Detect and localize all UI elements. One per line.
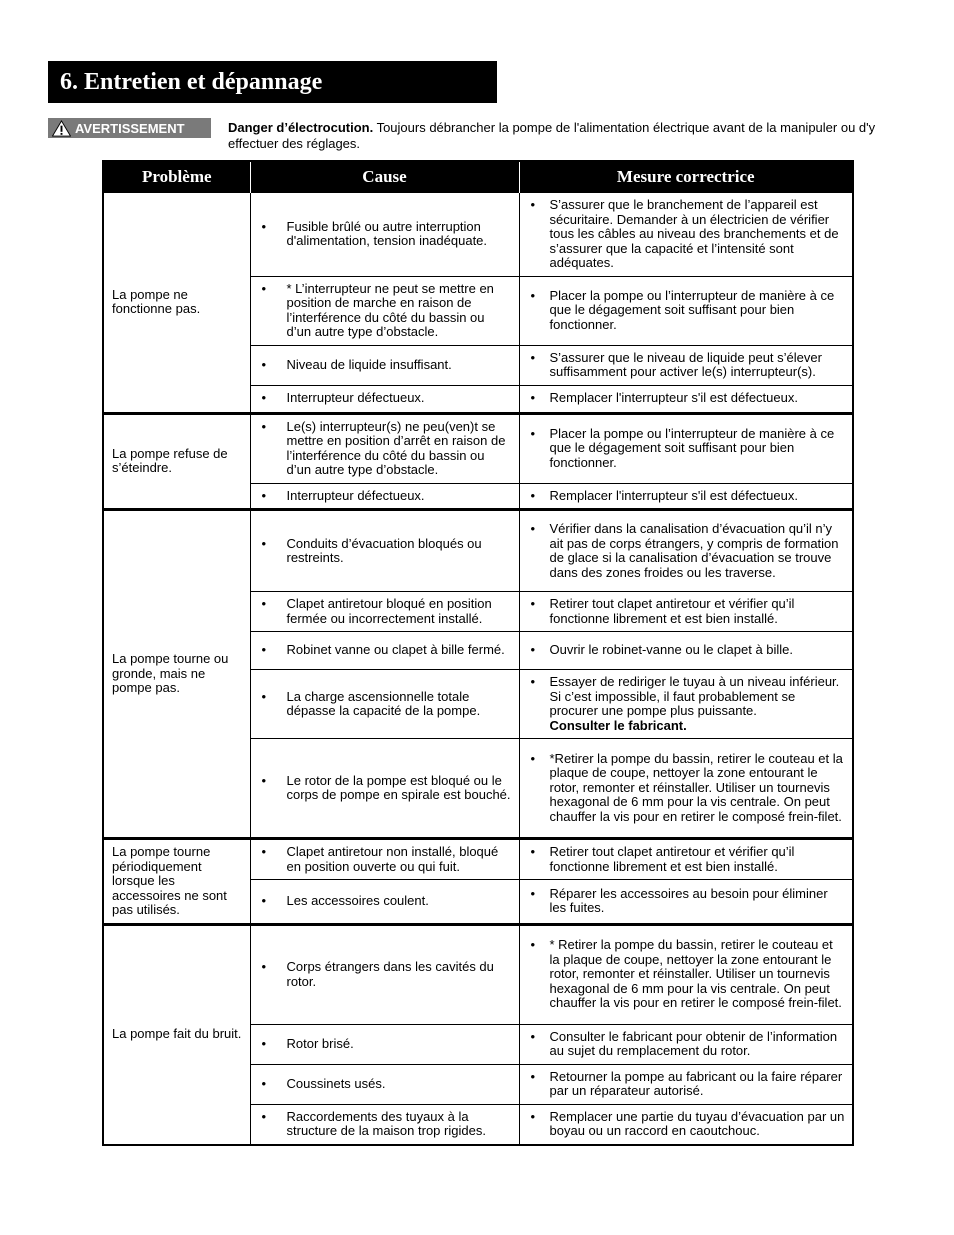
- cause-text: Interrupteur défectueux.: [286, 390, 425, 406]
- remedy-text: S’assurer que le branchement de l’appareil est sécuritaire. Demander à un électricien de vérifier tous les câbles au niveau des branchements et de s’assurer que la capacité et l’intensité sont adéquates.: [549, 197, 839, 270]
- cause-cell: [250, 510, 519, 592]
- remedy-text: Retirer tout clapet antiretour et vérifier qu’il fonctionne librement et est bien installé.: [549, 596, 795, 626]
- remedy-strong-text: Consulter le fabricant.: [549, 717, 687, 733]
- remedy-text: Vérifier dans la canalisation d’évacuation qu’il n’y ait pas de corps étrangers, y compris de formation de glace si la canalisation d’évacuation se trouve dans des zones froides ou les traverse.: [549, 521, 839, 580]
- cause-text: Clapet antiretour non installé, bloqué en position ouverte ou qui fuit.: [286, 844, 499, 874]
- bullet-icon: •: [530, 1108, 536, 1124]
- cause-item: [259, 774, 513, 803]
- remedy-text: Remplacer l'interrupteur s'il est défectueux.: [549, 487, 798, 503]
- problem-group: [103, 193, 853, 414]
- bullet-icon: •: [530, 885, 536, 901]
- cause-text: Interrupteur défectueux.: [286, 487, 425, 503]
- cause-cell: [250, 276, 519, 345]
- remedy-text: * Retirer la pompe du bassin, retirer le couteau et la plaque de coupe, nettoyer la zone entourant le rotor, remonter et réinstaller. Utiliser un tournevis hexagonal de 6 mm pour la vis centrale. On peut chauffer la vis pour en retirer le composé frein-filet.: [549, 937, 842, 1011]
- remedy-item: [528, 643, 847, 658]
- remedy-text: Retirer tout clapet antiretour et vérifier qu’il fonctionne librement et est bien installé.: [549, 844, 795, 874]
- bullet-icon: •: [261, 688, 267, 704]
- table-row: [103, 924, 853, 1024]
- cause-cell: [250, 739, 519, 839]
- bullet-icon: •: [530, 390, 536, 406]
- cause-item: [259, 690, 513, 719]
- cause-cell: [250, 413, 519, 483]
- cause-text: La charge ascensionnelle totale dépasse la capacité de la pompe.: [286, 688, 481, 718]
- bullet-icon: •: [530, 642, 536, 658]
- remedy-cell: [519, 739, 853, 839]
- remedy-text-wrap: [550, 351, 847, 380]
- cause-item: [259, 894, 513, 909]
- remedy-text: Placer la pompe ou l’interrupteur de manière à ce que le dégagement soit suffisant pour bien fonctionner.: [549, 425, 835, 470]
- remedy-cell: [519, 1064, 853, 1104]
- cause-text: Coussinets usés.: [286, 1075, 386, 1091]
- cause-item: [259, 420, 513, 478]
- cause-cell: [250, 1104, 519, 1145]
- bullet-icon: •: [261, 1108, 267, 1124]
- problem-group: [103, 924, 853, 1145]
- remedy-text: Consulter le fabricant pour obtenir de l’information au sujet du remplacement du rotor.: [549, 1028, 838, 1058]
- cause-item: [259, 1077, 513, 1092]
- problem-cell: La pompe tourne ou gronde, mais ne pompe pas.: [103, 510, 250, 839]
- remedy-text: Réparer les accessoires au besoin pour éliminer les fuites.: [549, 885, 828, 916]
- remedy-cell: [519, 193, 853, 277]
- cause-cell: [250, 839, 519, 880]
- cause-item: [259, 960, 513, 989]
- bullet-icon: •: [261, 280, 267, 296]
- bullet-icon: •: [530, 521, 536, 536]
- cause-item: [259, 489, 513, 504]
- bullet-icon: •: [530, 197, 536, 212]
- table-row: [103, 510, 853, 592]
- remedy-text-wrap: [550, 752, 847, 825]
- remedy-text-wrap: [550, 887, 847, 916]
- remedy-item: [528, 845, 847, 874]
- cause-item: [259, 391, 513, 406]
- remedy-item: [528, 391, 847, 406]
- cause-text: Le(s) interrupteur(s) ne peu(ven)t se mettre en position d’arrêt en raison de l’interférence du côté du bassin ou d’un autre type d’obstacle.: [286, 418, 506, 477]
- warning-text: [228, 120, 908, 152]
- header-cause: Cause: [250, 161, 519, 193]
- cause-text: Corps étrangers dans les cavités du rotor.: [286, 959, 494, 989]
- bullet-icon: •: [530, 750, 536, 766]
- bullet-icon: •: [530, 596, 536, 611]
- warning-triangle-icon: [52, 120, 71, 137]
- cause-text: Raccordements des tuyaux à la structure de la maison trop rigides.: [286, 1108, 486, 1138]
- remedy-item: [528, 427, 847, 471]
- cause-text: * L’interrupteur ne peut se mettre en position de marche en raison de l’interférence du côté du bassin ou d’un autre type d’obstacle.: [286, 280, 494, 339]
- bullet-icon: •: [261, 959, 267, 974]
- bullet-icon: •: [530, 1068, 536, 1084]
- cause-item: [259, 597, 513, 626]
- remedy-cell: [519, 483, 853, 510]
- cause-cell: [250, 193, 519, 277]
- bullet-icon: •: [261, 844, 267, 860]
- remedy-item: [528, 675, 847, 733]
- table-row: [103, 839, 853, 880]
- warning-badge: [48, 118, 211, 138]
- warning-badge-label: AVERTISSEMENT: [75, 120, 185, 136]
- cause-text: Le rotor de la pompe est bloqué ou le corps de pompe en spirale est bouché.: [286, 772, 511, 802]
- problem-cell: La pompe ne fonctionne pas.: [103, 193, 250, 414]
- cause-item: [259, 845, 513, 874]
- remedy-cell: [519, 924, 853, 1024]
- remedy-text-wrap: [550, 427, 847, 471]
- cause-text: Niveau de liquide insuffisant.: [286, 356, 452, 372]
- remedy-text: Essayer de rediriger le tuyau à un niveau inférieur. Si c’est impossible, il faut probablement se procurer une pompe plus puissante.: [549, 674, 840, 718]
- remedy-text: *Retirer la pompe du bassin, retirer le couteau et la plaque de coupe, nettoyer la zone entourant le rotor, remonter et réinstaller. Utiliser un tournevis hexagonal de 6 mm pour la vis centrale. On peut chauffer la vis pour en retirer le composé frein-filet.: [549, 750, 843, 824]
- remedy-text-wrap: [550, 391, 847, 406]
- remedy-item: [528, 1070, 847, 1099]
- cause-item: [259, 358, 513, 373]
- section-title: 6. Entretien et dépannage: [48, 61, 497, 103]
- bullet-icon: •: [530, 425, 536, 441]
- remedy-text-wrap: [550, 198, 847, 271]
- remedy-item: [528, 351, 847, 380]
- remedy-text-wrap: [550, 489, 847, 504]
- cause-cell: [250, 592, 519, 632]
- remedy-text-wrap: [550, 597, 847, 626]
- remedy-text-wrap: [550, 643, 847, 658]
- bullet-icon: •: [261, 535, 267, 551]
- bullet-icon: •: [261, 1075, 267, 1091]
- remedy-text: Placer la pompe ou l’interrupteur de manière à ce que le dégagement soit suffisant pour bien fonctionner.: [549, 287, 835, 332]
- cause-cell: [250, 1064, 519, 1104]
- bullet-icon: •: [261, 356, 267, 372]
- remedy-item: [528, 489, 847, 504]
- remedy-cell: [519, 880, 853, 924]
- bullet-icon: •: [261, 642, 267, 658]
- remedy-text-wrap: [550, 289, 847, 333]
- remedy-item: [528, 752, 847, 825]
- cause-text: Conduits d’évacuation bloqués ou restreints.: [286, 535, 482, 565]
- bullet-icon: •: [530, 287, 536, 303]
- cause-item: [259, 537, 513, 566]
- cause-item: [259, 282, 513, 340]
- remedy-cell: [519, 276, 853, 345]
- problem-group: [103, 413, 853, 510]
- remedy-item: [528, 1110, 847, 1139]
- problem-group: [103, 839, 853, 925]
- remedy-item: [528, 938, 847, 1011]
- cause-cell: [250, 924, 519, 1024]
- problem-cell: La pompe fait du bruit.: [103, 924, 250, 1145]
- table-row: [103, 413, 853, 483]
- problem-cell: La pompe refuse de s’éteindre.: [103, 413, 250, 510]
- cause-cell: [250, 632, 519, 670]
- cause-item: [259, 1110, 513, 1139]
- bullet-icon: •: [530, 937, 536, 953]
- bullet-icon: •: [530, 349, 536, 365]
- warning-lead: Danger d’électrocution.: [228, 120, 374, 135]
- header-problem: Problème: [103, 161, 250, 193]
- bullet-icon: •: [261, 772, 267, 788]
- bullet-icon: •: [530, 844, 536, 860]
- remedy-cell: [519, 839, 853, 880]
- cause-text: Clapet antiretour bloqué en position fermée ou incorrectement installé.: [286, 596, 492, 626]
- remedy-cell: [519, 345, 853, 385]
- remedy-cell: [519, 510, 853, 592]
- cause-text: Robinet vanne ou clapet à bille fermé.: [286, 642, 505, 658]
- bullet-icon: •: [261, 418, 267, 434]
- remedy-text-wrap: [550, 938, 847, 1011]
- remedy-cell: [519, 592, 853, 632]
- remedy-text-wrap: [550, 845, 847, 874]
- remedy-text: Remplacer l'interrupteur s'il est défectueux.: [549, 390, 798, 406]
- remedy-cell: [519, 413, 853, 483]
- cause-cell: [250, 1024, 519, 1064]
- table-header-row: [103, 161, 853, 193]
- remedy-text-wrap: [550, 1110, 847, 1139]
- remedy-cell: [519, 632, 853, 670]
- cause-text: Les accessoires coulent.: [286, 893, 429, 909]
- cause-item: [259, 220, 513, 249]
- troubleshooting-table: [102, 160, 854, 1146]
- remedy-cell: [519, 1024, 853, 1064]
- bullet-icon: •: [530, 1028, 536, 1044]
- bullet-icon: •: [530, 487, 536, 503]
- cause-item: [259, 643, 513, 658]
- remedy-item: [528, 198, 847, 271]
- cause-cell: [250, 880, 519, 924]
- cause-cell: [250, 385, 519, 413]
- remedy-item: [528, 289, 847, 333]
- cause-cell: [250, 345, 519, 385]
- bullet-icon: •: [261, 596, 267, 611]
- remedy-text-wrap: [550, 1070, 847, 1099]
- remedy-cell: [519, 385, 853, 413]
- remedy-text: Retourner la pompe au fabricant ou la faire réparer par un réparateur autorisé.: [549, 1068, 843, 1098]
- cause-text: Fusible brûlé ou autre interruption d'alimentation, tension inadéquate.: [286, 218, 488, 249]
- problem-cell: La pompe tourne périodiquement lorsque les accessoires ne sont pas utilisés.: [103, 839, 250, 925]
- remedy-cell: [519, 670, 853, 739]
- remedy-item: [528, 522, 847, 580]
- bullet-icon: •: [261, 487, 267, 503]
- remedy-item: [528, 1030, 847, 1059]
- cause-text: Rotor brisé.: [286, 1035, 354, 1051]
- remedy-text: Ouvrir le robinet-vanne ou le clapet à bille.: [549, 642, 794, 658]
- remedy-cell: [519, 1104, 853, 1145]
- bullet-icon: •: [261, 390, 267, 406]
- problem-group: [103, 510, 853, 839]
- cause-cell: [250, 670, 519, 739]
- remedy-text-wrap: [550, 675, 847, 733]
- remedy-text: Remplacer une partie du tuyau d’évacuation par un boyau ou un raccord en caoutchouc.: [549, 1108, 845, 1138]
- header-remedy: Mesure correctrice: [519, 161, 853, 193]
- remedy-item: [528, 887, 847, 916]
- bullet-icon: •: [261, 1035, 267, 1051]
- bullet-icon: •: [261, 893, 267, 909]
- bullet-icon: •: [261, 218, 267, 234]
- remedy-item: [528, 597, 847, 626]
- cause-item: [259, 1037, 513, 1052]
- bullet-icon: •: [530, 674, 536, 689]
- warning-body: Toujours débrancher la pompe de l'alimentation électrique avant de la manipuler ou d'y effectuer des réglages.: [228, 120, 876, 151]
- remedy-text-wrap: [550, 522, 847, 580]
- remedy-text: S’assurer que le niveau de liquide peut s’élever suffisamment pour activer le(s) interrupteur(s).: [549, 349, 822, 379]
- cause-cell: [250, 483, 519, 510]
- remedy-text-wrap: [550, 1030, 847, 1059]
- table-row: [103, 193, 853, 277]
